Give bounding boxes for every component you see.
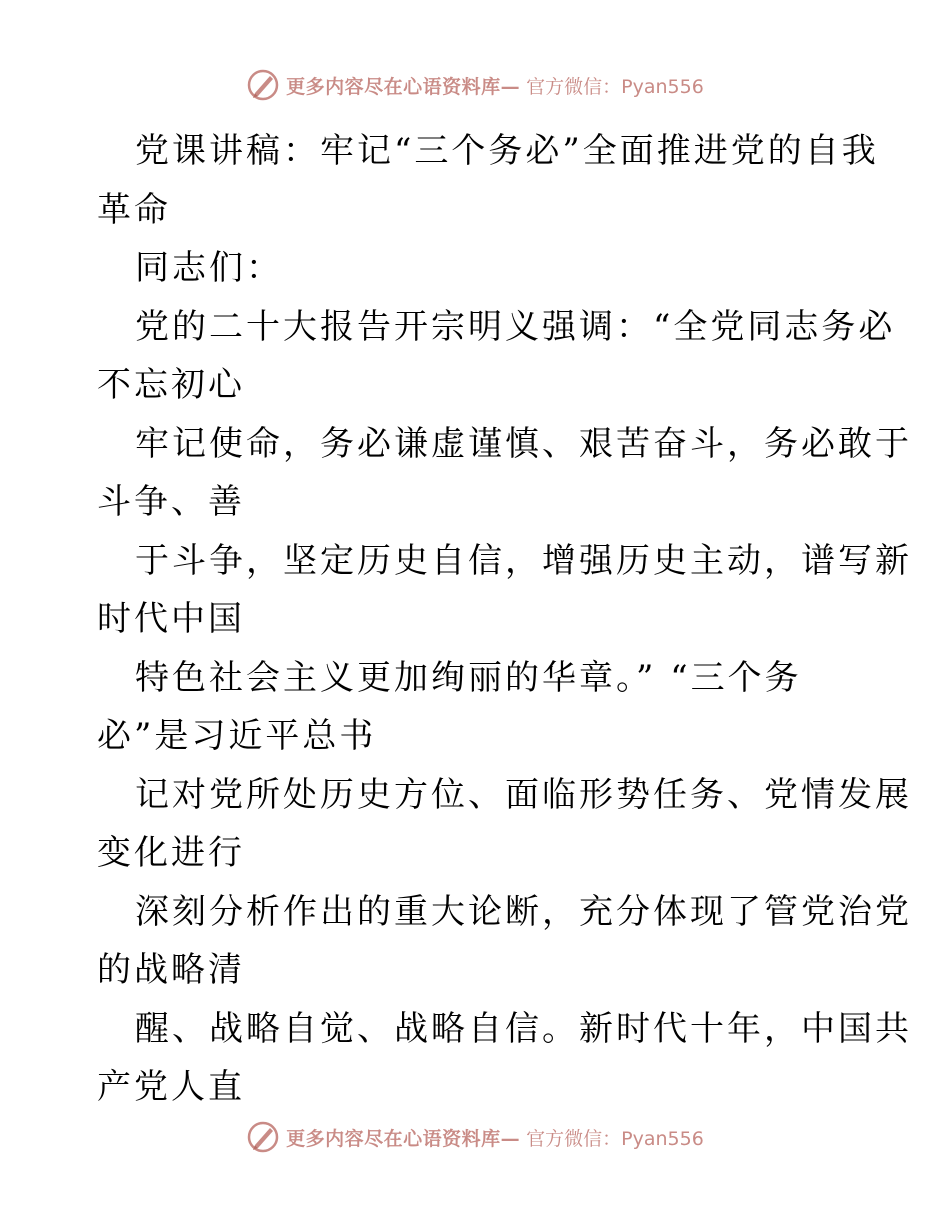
document-line: 必”是习近平总书: [97, 716, 377, 756]
watermark-text: 更多内容尽在心语资料库—: [286, 75, 521, 98]
document-line: 党课讲稿：牢记“三个务必”全面推进党的自我: [135, 131, 879, 171]
watermark-text: 更多内容尽在心语资料库—: [286, 1127, 521, 1150]
watermark-wechat: 官方微信：Pyan556: [526, 1127, 704, 1150]
document-line: 同志们：: [135, 248, 283, 288]
document-line: 深刻分析作出的重大论断，充分体现了管党治党: [135, 891, 912, 932]
document-line: 于斗争，坚定历史自信，增强历史主动，谱写新: [135, 540, 912, 581]
document-line: 醒、战略自觉、战略自信。新时代十年，中国共: [135, 1008, 912, 1049]
document-line: 产党人直: [97, 1067, 245, 1107]
document-line: 变化进行: [97, 833, 245, 873]
document-line: 特色社会主义更加绚丽的华章。” “三个务: [135, 657, 802, 698]
pen-logo-icon: [246, 1120, 280, 1154]
document-line: 时代中国: [97, 599, 245, 639]
document-line: 牢记使命，务必谦虚谨慎、艰苦奋斗，务必敢于: [135, 423, 912, 464]
document-body: [97, 122, 912, 1117]
header-watermark: [0, 68, 950, 102]
document-line: 的战略清: [97, 950, 245, 990]
document-line: 党的二十大报告开宗明义强调：“全党同志务必: [135, 306, 896, 347]
watermark-wechat: 官方微信：Pyan556: [526, 75, 704, 98]
document-line: 记对党所处历史方位、面临形势任务、党情发展: [135, 774, 912, 815]
document-line: 革命: [97, 189, 171, 230]
pen-logo-icon: [246, 68, 280, 102]
document-line: 不忘初心: [97, 365, 245, 405]
document-line: 斗争、善: [97, 482, 245, 522]
footer-watermark: [0, 1120, 950, 1154]
